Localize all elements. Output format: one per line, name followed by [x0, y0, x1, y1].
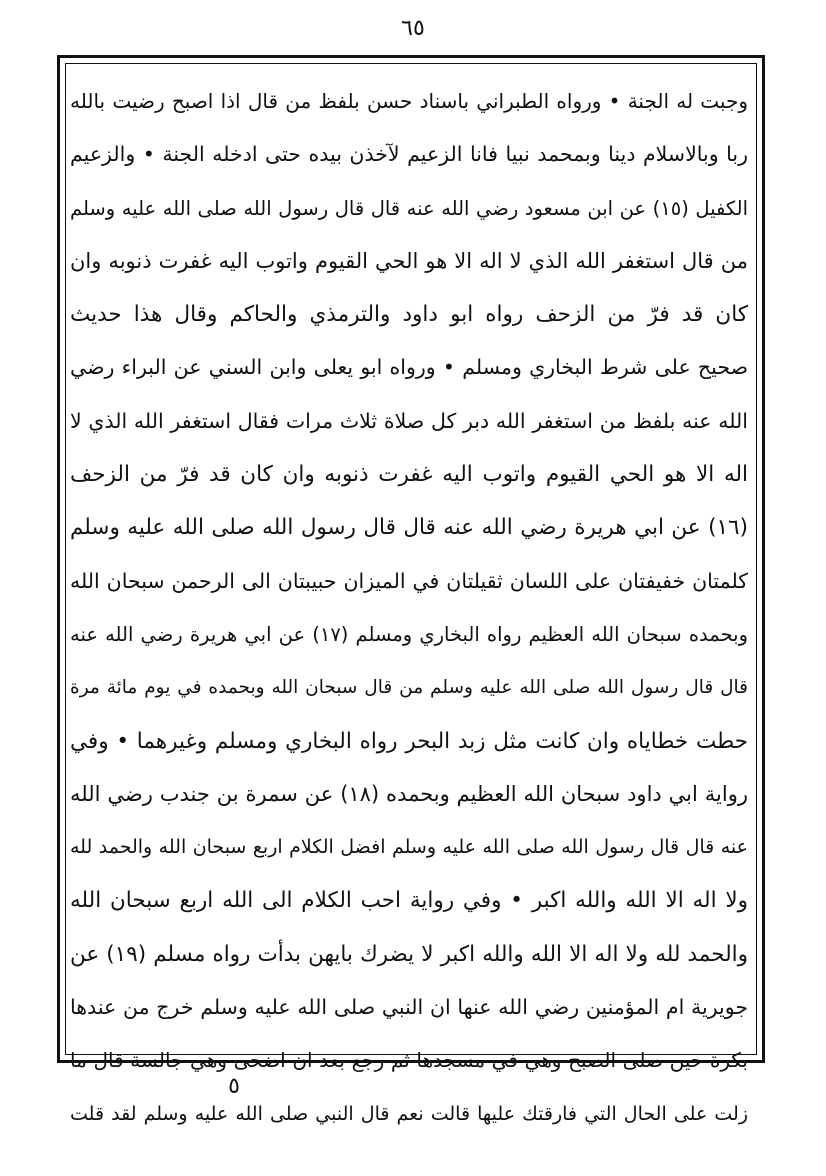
text-line: جويرية ام المؤمنين رضي الله عنها ان النبي صلى الله عليه وسلم خرج من عندها: [70, 995, 748, 1020]
text-line: ربا وبالاسلام دينا وبمحمد نبيا فانا الزعيم لآخذن بيده حتى ادخله الجنة • والزعيم: [70, 142, 748, 167]
text-line: (١٦) عن ابي هريرة رضي الله عنه قال قال رسول الله صلى الله عليه وسلم: [70, 515, 748, 541]
text-line: من قال استغفر الله الذي لا اله الا هو الحي القيوم واتوب اليه غفرت ذنوبه وان: [70, 248, 748, 273]
page-number-top: ٦٥: [401, 16, 425, 41]
text-line: كان قد فرّ من الزحف رواه ابو داود والترمذي والحاكم وقال هذا حديث: [70, 302, 748, 328]
text-line: صحيح على شرط البخاري ومسلم • ورواه ابو يعلى وابن السني عن البراء رضي: [70, 355, 748, 380]
text-line: اله الا هو الحي القيوم واتوب اليه غفرت ذنوبه وان كان قد فرّ من الزحف: [70, 462, 748, 488]
text-line: بكرة حين صلى الصبح وهي في مسجدها ثم رجع بعد ان اضحى وهي جالسة قال ما: [70, 1048, 748, 1073]
text-line: الكفيل (١٥) عن ابن مسعود رضي الله عنه قال قال رسول الله صلى الله عليه وسلم: [70, 196, 748, 220]
page-number-bottom: ٥: [228, 1074, 240, 1099]
text-line: ولا اله الا الله والله اكبر • وفي رواية احب الكلام الى الله اربع سبحان الله: [70, 888, 748, 914]
text-line: وبحمده سبحان الله العظيم رواه البخاري ومسلم (١٧) عن ابي هريرة رضي الله عنه: [70, 622, 748, 646]
text-line: الله عنه بلفظ من استغفر الله دبر كل صلاة ثلاث مرات فقال استغفر الله الذي لا: [70, 408, 748, 433]
text-line: قال قال رسول الله صلى الله عليه وسلم من قال سبحان الله وبحمده في يوم مائة مرة: [70, 677, 748, 699]
text-line: رواية ابي داود سبحان الله العظيم وبحمده (١٨) عن سمرة بن جندب رضي الله: [70, 781, 748, 806]
text-line: زلت على الحال التي فارقتك عليها قالت نعم قال النبي صلى الله عليه وسلم لقد قلت: [70, 1102, 748, 1125]
text-line: وجبت له الجنة • ورواه الطبراني باسناد حسن بلفظ من قال اذا اصبح رضيت بالله: [70, 89, 748, 113]
text-line: والحمد لله ولا اله الا الله والله اكبر لا يضرك بايهن بدأت رواه مسلم (١٩) عن: [70, 941, 748, 967]
text-line: حطت خطاياه وان كانت مثل زبد البحر رواه البخاري ومسلم وغيرهما • وفي: [70, 728, 748, 754]
text-line: عنه قال قال رسول الله صلى الله عليه وسلم افضل الكلام اربع سبحان الله والحمد لله: [70, 836, 748, 859]
text-line: كلمتان خفيفتان على اللسان ثقيلتان في الميزان حبيبتان الى الرحمن سبحان الله: [70, 568, 748, 593]
arabic-text-body: [70, 75, 748, 1141]
